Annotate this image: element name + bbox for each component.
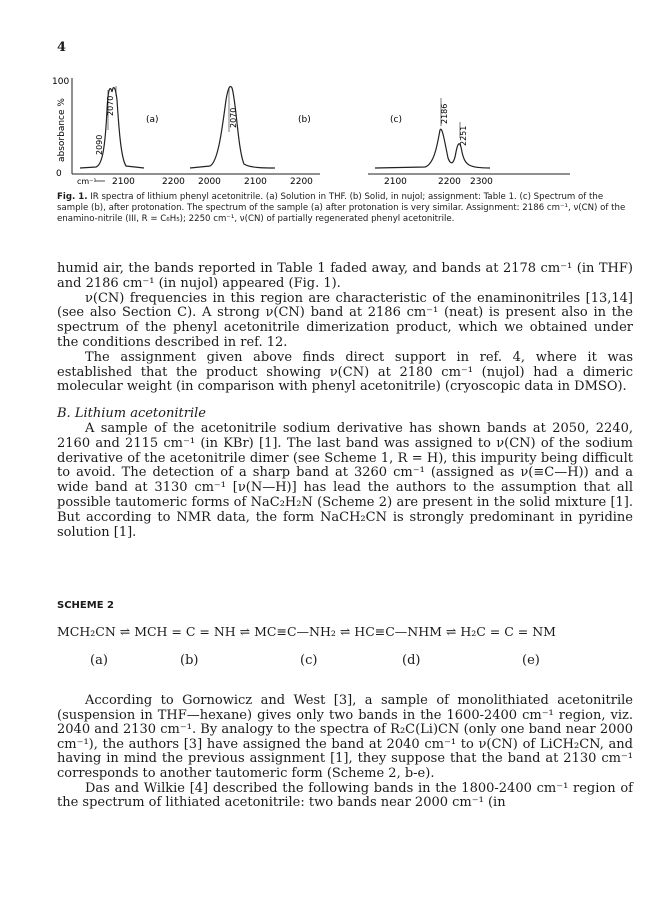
y-bottom-label: 0	[56, 169, 62, 179]
page-number: 4	[57, 40, 67, 55]
caption-text: IR spectra of lithium phenyl acetonitrile. (a) Solution in THF. (b) Solid, in nujol; assignment: Table 1. (c) Spectrum of the sample (b), after protonation. The spectrum of the sample (a) after protonation is very similar. Assignment: 2186 cm⁻¹, ν(CN) of the enamino-nitrile (III, R = C₆H₅); 2250 cm⁻¹, ν(CN) of partially regenerated phenyl acetonitrile.	[57, 192, 626, 224]
tick-c-2300: 2300	[470, 177, 493, 187]
tick-c-2100: 2100	[384, 177, 407, 187]
x-unit-label: cm⁻¹	[77, 177, 97, 186]
spectrum-c	[375, 129, 490, 168]
scheme-label-c: (c)	[300, 653, 318, 668]
panel-a-label: (a)	[146, 115, 159, 125]
peak-2070-a: 2070	[106, 95, 115, 116]
scheme-label-d: (d)	[402, 653, 421, 668]
peak-2251: 2251	[459, 125, 468, 146]
scheme-label-e: (e)	[522, 653, 540, 668]
peak-2186: 2186	[440, 103, 449, 124]
tick-b-2100: 2100	[244, 177, 267, 187]
peak-2070-b: 2070	[229, 107, 238, 128]
peak-2090: 2090	[95, 134, 104, 155]
paragraph-4: According to Gornowicz and West [3], a sample of monolithiated acetonitrile (suspension in THF—hexane) gives only two bands in the 1600-2400 cm⁻¹ region, viz. 2040 and 2130 cm⁻¹. By analogy to the spectra of R₂C(Li)CN (only one band near 2000 cm⁻¹), the authors [3] have assigned the band at 2040 cm⁻¹ to ν(CN) of LiCH₂CN, and having in mind the previous assignment [1], they suppose that the band at 2130 cm⁻¹ corresponds to another tautomeric form (Scheme 2, b-e).	[57, 693, 633, 781]
scheme-label: SCHEME 2	[57, 600, 114, 611]
tick-b-2200: 2200	[290, 177, 313, 187]
y-axis-label: absorbance %	[57, 98, 67, 162]
tick-a-2100: 2100	[112, 177, 135, 187]
panel-c-label: (c)	[390, 115, 402, 125]
figure-caption	[57, 192, 627, 225]
tick-a-2200: 2200	[162, 177, 185, 187]
paragraph-1: humid air, the bands reported in Table 1 faded away, and bands at 2178 cm⁻¹ (in THF) and 2186 cm⁻¹ (in nujol) appeared (Fig. 1).	[57, 261, 633, 291]
scheme-label-b: (b)	[180, 653, 199, 668]
caption-lead: Fig. 1.	[57, 192, 88, 202]
section-paragraph: A sample of the acetonitrile sodium derivative has shown bands at 2050, 2240, 2160 and 2115 cm⁻¹ (in KBr) [1]. The last band was assigned to ν(CN) of the sodium derivative of the acetonitrile dimer (see Scheme 1, R = H), this impurity being difficult to avoid. The detection of a sharp band at 3260 cm⁻¹ (assigned as ν(≡C—H)) and a wide band at 3130 cm⁻¹ [ν(N—H)] has lead the authors to the assumption that all possible tautomeric forms of NaC₂H₂N (Scheme 2) are present in the solid mixture [1]. But according to NMR data, the form NaCH₂CN is strongly predominant in pyridine solution [1].	[57, 420, 633, 540]
paragraph-2: ν(CN) frequencies in this region are characteristic of the enaminonitriles [13,14] (see also Section C). A strong ν(CN) band at 2186 cm⁻¹ (neat) is present also in the spectrum of the phenyl acetonitrile dimerization product, which we obtained under the conditions described in ref. 12.	[57, 290, 633, 350]
body-text-bottom	[57, 694, 633, 811]
section-heading: B. Lithium acetonitrile	[57, 406, 206, 422]
scheme-equation: MCH₂CN ⇌ MCH = C = NH ⇌ MC≡C—NH₂ ⇌ HC≡C—NHM ⇌ H₂C = C = NM	[57, 624, 556, 639]
tick-b-2000: 2000	[198, 177, 221, 187]
y-top-label: 100	[52, 77, 70, 87]
paragraph-3: The assignment given above finds direct support in ref. 4, where it was established that the product showing ν(CN) at 2180 cm⁻¹ (nujol) had a dimeric molecular weight (in comparison with phenyl acetonitrile) (cryoscopic data in DMSO).	[57, 349, 633, 395]
tick-c-2200: 2200	[438, 177, 461, 187]
body-text-top	[57, 262, 633, 540]
paragraph-5: Das and Wilkie [4] described the following bands in the 1800-2400 cm⁻¹ region of the spectrum of lithiated acetonitrile: two bands near 2000 cm⁻¹ (in	[57, 780, 633, 811]
panel-b-label: (b)	[298, 115, 311, 125]
scheme-label-a: (a)	[90, 653, 108, 668]
ir-spectra-figure	[50, 70, 630, 190]
